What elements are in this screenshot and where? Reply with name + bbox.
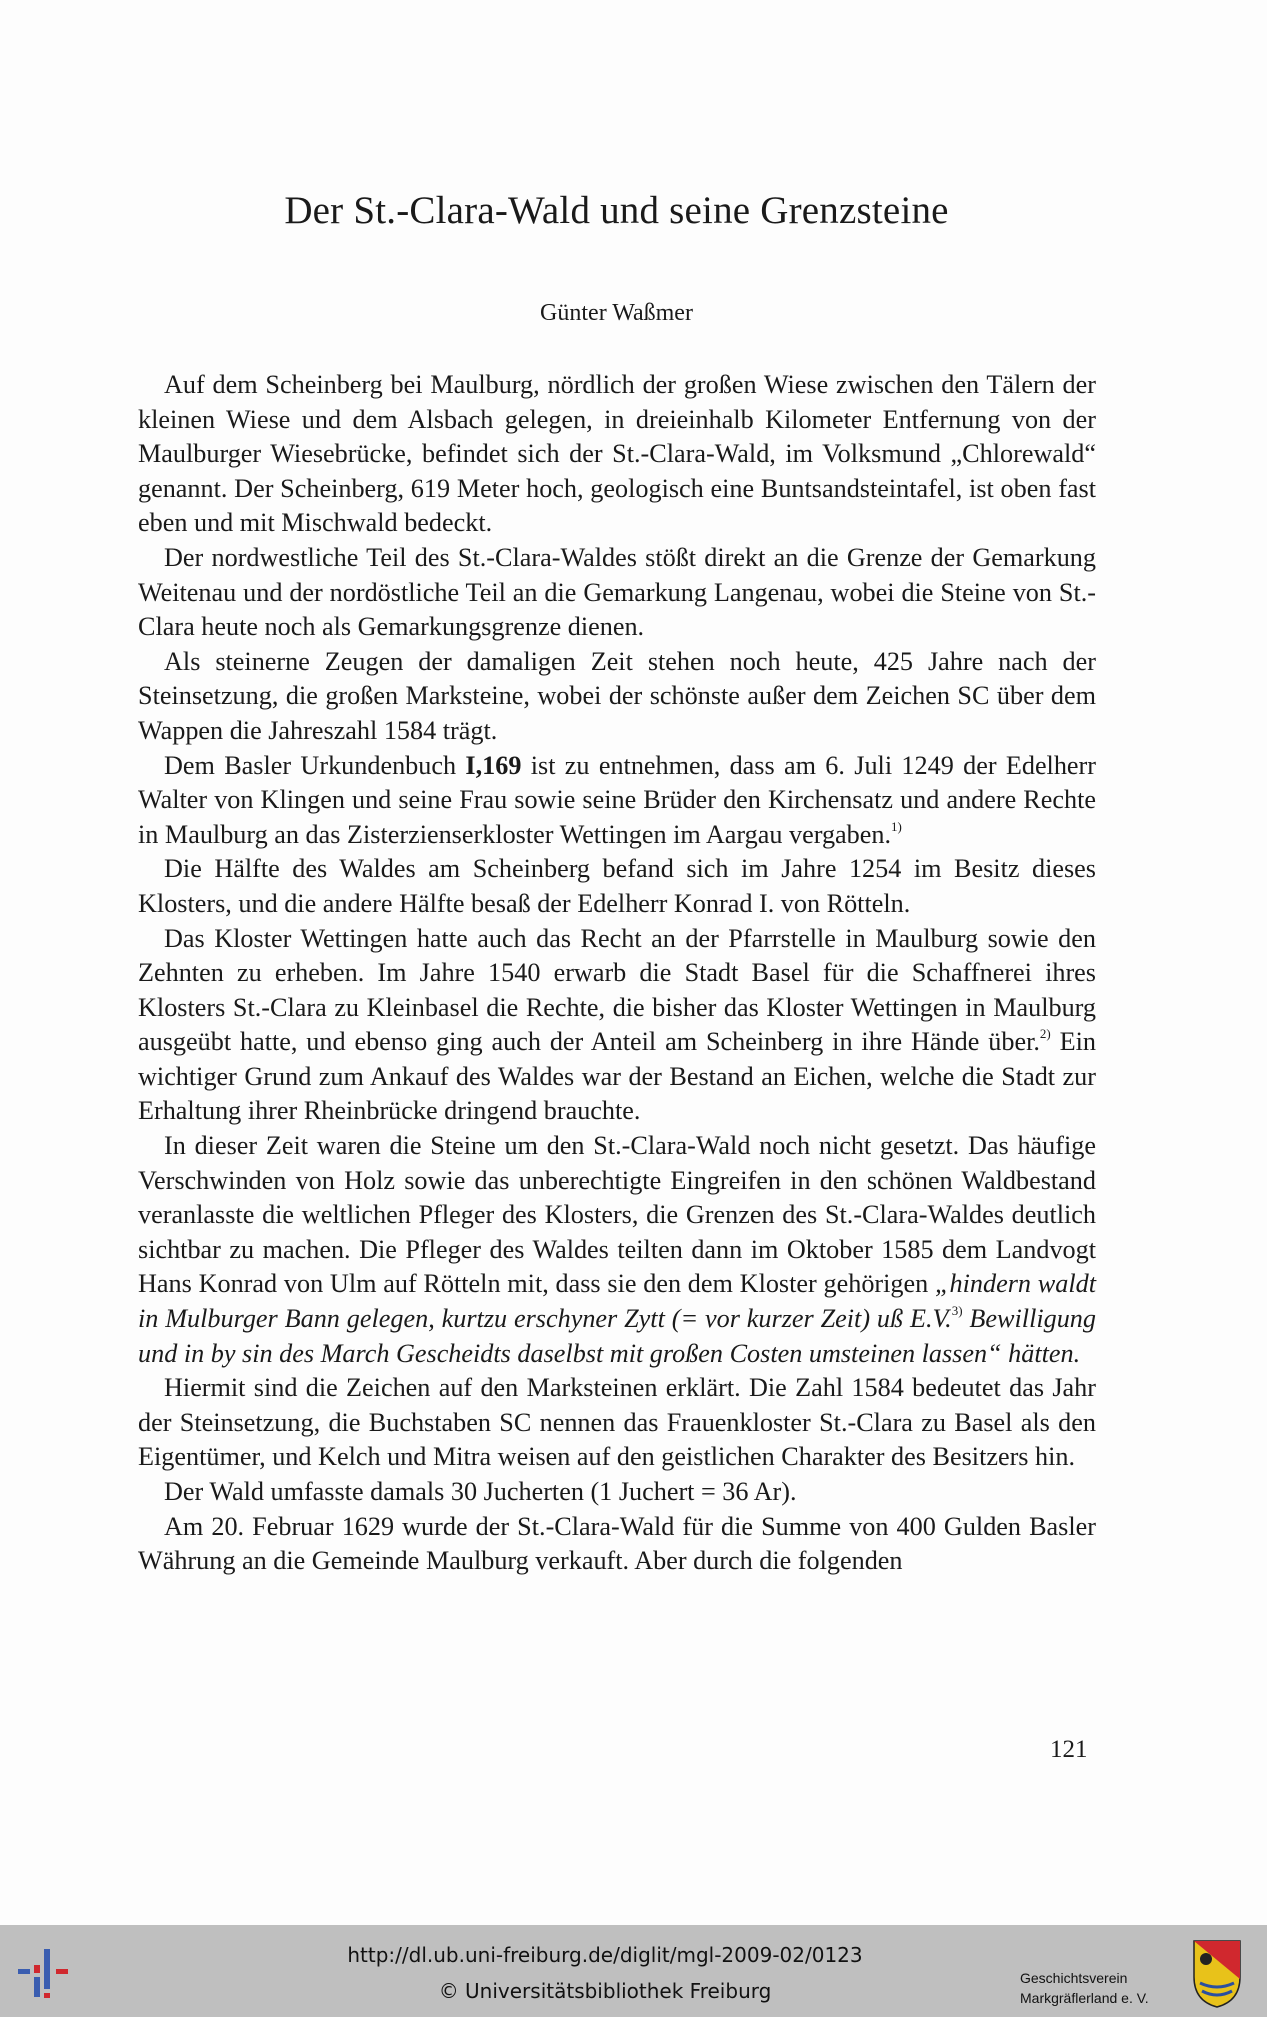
footnote-marker: 2) [1039,1026,1051,1042]
paragraph-text: ist zu entnehmen, dass am 6. Juli 1249 der Edelherr Walter von Klingen und seine Frau sowie seine Brüder den Kirchensatz und andere Rechte in Maulburg an das Zisterzienserkloster Wettingen im Aargau vergaben. [138,750,1096,849]
paragraph-text: Ein wichtiger Grund zum Ankauf des Waldes war der Bestand an Eichen, welche die Stadt zur Erhaltung ihrer Rheinbrücke dringend brauchte. [138,1027,1096,1126]
publisher-line-2: Markgräflerland e. V. [1020,1990,1149,2006]
page-number: 121 [1050,1736,1088,1763]
article-body [138,368,1096,1579]
paragraph-text: Die Hälfte des Waldes am Scheinberg befand sich im Jahre 1254 im Besitz dieses Klosters, und die andere Hälfte besaß der Edelherr Konrad I. von Rötteln. [138,854,1096,918]
document-url-link[interactable]: http://dl.ub.uni-freiburg.de/diglit/mgl-2009-02/0123 [347,1943,863,1967]
body-paragraph [138,922,1096,1130]
body-paragraph [138,749,1096,853]
article-title: Der St.-Clara-Wald und seine Grenzsteine [284,189,949,232]
footnote-marker: 1) [891,818,902,834]
coat-of-arms-icon [1192,1939,1242,2009]
paragraph-text: Am 20. Februar 1629 wurde der St.-Clara-Wald für die Summe von 400 Gulden Basler Währung an die Gemeinde Maulburg verkauft. Aber durch die folgenden [138,1511,1096,1576]
paragraph-text: Das Kloster Wettingen hatte auch das Recht an der Pfarrstelle in Maulburg sowie den Zehnten zu erheben. Im Jahre 1540 erwarb die Stadt Basel für die Schaffnerei ihres Klosters St.-Clara zu Kleinbasel die Rechte, die bisher das Kloster Wettingen in Maulburg ausgeübt hatte, und ebenso ging auch der Anteil am Scheinberg in ihre Hände über. [138,923,1096,1057]
paragraph-text: Auf dem Scheinberg bei Maulburg, nördlich der großen Wiese zwischen den Tälern der kleinen Wiese und dem Alsbach gelegen, in dreieinhalb Kilometer Entfernung von der Maulburger Wiesebrücke, befindet sich der St.-Clara-Wald, im Volksmund „Chlorewald“ genannt. Der Scheinberg, 619 Meter hoch, geologisch eine Buntsandsteintafel, ist oben fast eben und mit Mischwald bedeckt. [138,370,1096,538]
body-paragraph [138,1510,1096,1579]
paragraph-text: Der Wald umfasste damals 30 Jucherten (1 Juchert = 36 Ar). [164,1477,797,1506]
paragraph-text: Als steinerne Zeugen der damaligen Zeit stehen noch heute, 425 Jahre nach der Steinsetzung, die großen Marksteine, wobei der schönste außer dem Zeichen SC über dem Wappen die Jahreszahl 1584 trägt. [138,646,1096,745]
body-paragraph [138,1129,1096,1371]
body-paragraph [138,1371,1096,1475]
body-paragraph [138,645,1096,749]
paragraph-text: Dem Basler Urkundenbuch [164,750,466,780]
publisher-name [1020,1968,1195,2008]
paragraph-text: In dieser Zeit waren die Steine um den St.-Clara-Wald noch nicht gesetzt. Das häufige Verschwinden von Holz sowie das unberechtigte Eingreifen in den schönen Waldbestand veranlasste die weltlichen Pfleger des Klosters, die Grenzen des St.-Clara-Waldes deutlich sichtbar zu machen. Die Pfleger des Waldes teilten dann im Oktober 1585 dem Landvogt Hans Konrad von Ulm auf Rötteln mit, dass sie den dem Kloster gehörigen [138,1131,1096,1299]
footnote-marker: 3) [951,1303,963,1319]
paragraph-text: Der nordwestliche Teil des St.-Clara-Waldes stößt direkt an die Grenze der Gemarkung Weitenau und der nordöstliche Teil an die Gemarkung Langenau, wobei die Steine von St.-Clara heute noch als Gemarkungsgrenze dienen. [138,542,1096,642]
article-author: Günter Waßmer [540,300,693,326]
body-paragraph [138,368,1096,541]
body-paragraph [138,852,1096,921]
body-paragraph [138,541,1096,645]
paragraph-text: Hiermit sind die Zeichen auf den Marksteinen erklärt. Die Zahl 1584 bedeutet das Jahr der Steinsetzung, die Buchstaben SC nennen das Frauenkloster St.-Clara zu Basel als den Eigentümer, und Kelch und Mitra weisen auf den geistlichen Charakter des Besitzers hin. [138,1373,1096,1472]
publisher-line-1: Geschichtsverein [1020,1970,1128,1986]
body-paragraph [138,1475,1096,1510]
citation-reference: I,169 [465,750,522,780]
quoted-text: „hindern waldt in Mulburger Bann gelegen, kurtzu erschyner Zytt (= vor kurzer Zeit) uß E.V. [138,1269,1096,1334]
library-footer [0,1925,1267,2017]
quoted-text: Bewilligung und in by sin des March Gescheidts daselbst mit großen Costen umsteinen lassen“ hätten. [138,1304,1096,1368]
copyright-text: © Universitätsbibliothek Freiburg [438,1979,772,2003]
